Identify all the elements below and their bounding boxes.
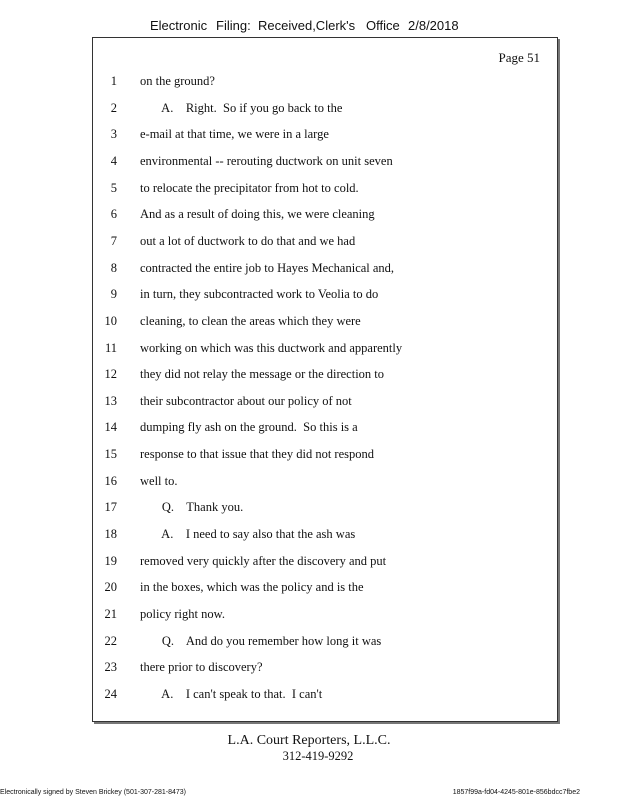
transcript-line (93, 658, 557, 676)
line-text: A. I can't speak to that. I can't (140, 686, 323, 701)
transcript-line (93, 578, 557, 596)
transcript-line (93, 205, 557, 223)
footer-phone: 312-419-9292 (282, 749, 354, 763)
line-text: in turn, they subcontracted work to Veolia to do (140, 287, 379, 302)
line-text: e-mail at that time, we were in a large (140, 127, 329, 142)
transcript-line (93, 605, 557, 623)
transcript-line (93, 232, 557, 250)
line-text: contracted the entire job to Hayes Mechanical and, (140, 260, 395, 275)
line-number: 1 (110, 74, 117, 88)
transcript-line (93, 552, 557, 570)
line-number: 24 (104, 686, 117, 701)
line-number: 20 (104, 580, 117, 595)
line-number: 8 (110, 260, 117, 275)
line-number: 2 (110, 100, 117, 115)
line-text: Q. Thank you. (140, 500, 244, 515)
line-text: And as a result of doing this, we were cleaning (140, 207, 375, 222)
line-text: Q. And do you remember how long it was (140, 633, 382, 648)
line-number: 3 (110, 127, 117, 142)
header-electronic: Electronic (150, 18, 208, 33)
header-filing: Filing: (216, 18, 251, 33)
line-number: 22 (104, 633, 117, 648)
line-number: 6 (110, 207, 117, 222)
line-number: 19 (104, 553, 117, 568)
transcript-line (93, 312, 557, 330)
line-number: 9 (110, 287, 117, 302)
line-number: 7 (110, 233, 117, 248)
line-text: to relocate the precipitator from hot to cold. (140, 180, 359, 195)
line-number: 5 (110, 180, 117, 195)
transcript-line (93, 445, 557, 463)
transcript-line (93, 285, 557, 303)
transcript-line (93, 339, 557, 357)
line-number: 12 (104, 367, 117, 382)
header-office: Office (366, 18, 400, 33)
line-number: 11 (104, 340, 117, 355)
transcript-line (93, 152, 557, 170)
line-text: well to. (140, 473, 178, 488)
line-text: dumping fly ash on the ground. So this is a (140, 420, 358, 435)
line-text: working on which was this ductwork and apparently (140, 340, 403, 355)
line-text: cleaning, to clean the areas which they were (140, 313, 361, 328)
line-text: there prior to discovery? (140, 660, 263, 675)
transcript-line (93, 418, 557, 436)
header-received: Received,Clerk's (258, 18, 356, 33)
transcript-line (93, 365, 557, 383)
line-text: A. Right. So if you go back to the (140, 100, 343, 115)
line-number: 18 (104, 527, 117, 542)
line-number: 17 (104, 500, 117, 515)
signature-right: 1857f99a-fd04-4245-801e-856bdcc7fbe2 (452, 789, 580, 796)
header-date: 2/8/2018 (408, 18, 459, 33)
transcript-line (93, 472, 557, 490)
line-number: 21 (104, 607, 117, 621)
line-number: 13 (104, 393, 117, 408)
line-number: 15 (104, 447, 117, 462)
line-number: 14 (104, 420, 117, 435)
transcript-line (93, 632, 557, 650)
line-text: removed very quickly after the discovery and put (140, 553, 387, 568)
line-text: their subcontractor about our policy of not (140, 393, 352, 408)
line-text: policy right now. (140, 607, 225, 621)
line-text: on the ground? (140, 74, 215, 88)
transcript-line (93, 685, 557, 703)
transcript-line (93, 125, 557, 143)
transcript-line (93, 259, 557, 277)
transcript-line (93, 525, 557, 543)
line-number: 10 (104, 313, 117, 328)
transcript-line (93, 392, 557, 410)
transcript-line (93, 99, 557, 117)
line-text: out a lot of ductwork to do that and we had (140, 233, 356, 248)
line-number: 4 (110, 153, 117, 168)
line-number: 23 (104, 660, 117, 675)
line-text: in the boxes, which was the policy and is the (140, 580, 364, 595)
line-number: 16 (104, 473, 117, 488)
transcript-line (93, 179, 557, 197)
line-text: response to that issue that they did not respond (140, 447, 374, 462)
line-text: A. I need to say also that the ash was (140, 527, 356, 542)
signature-left: Electronically signed by Steven Brickey (501-307-281-8473) (0, 789, 186, 796)
transcript-line (93, 72, 557, 90)
transcript-line (93, 498, 557, 516)
footer-firm: L.A. Court Reporters, L.L.C. (227, 733, 391, 748)
transcript-page (92, 37, 558, 722)
line-text: environmental -- rerouting ductwork on unit seven (140, 153, 393, 168)
line-text: they did not relay the message or the direction to (140, 367, 385, 382)
page-number: Page 51 (498, 50, 540, 65)
